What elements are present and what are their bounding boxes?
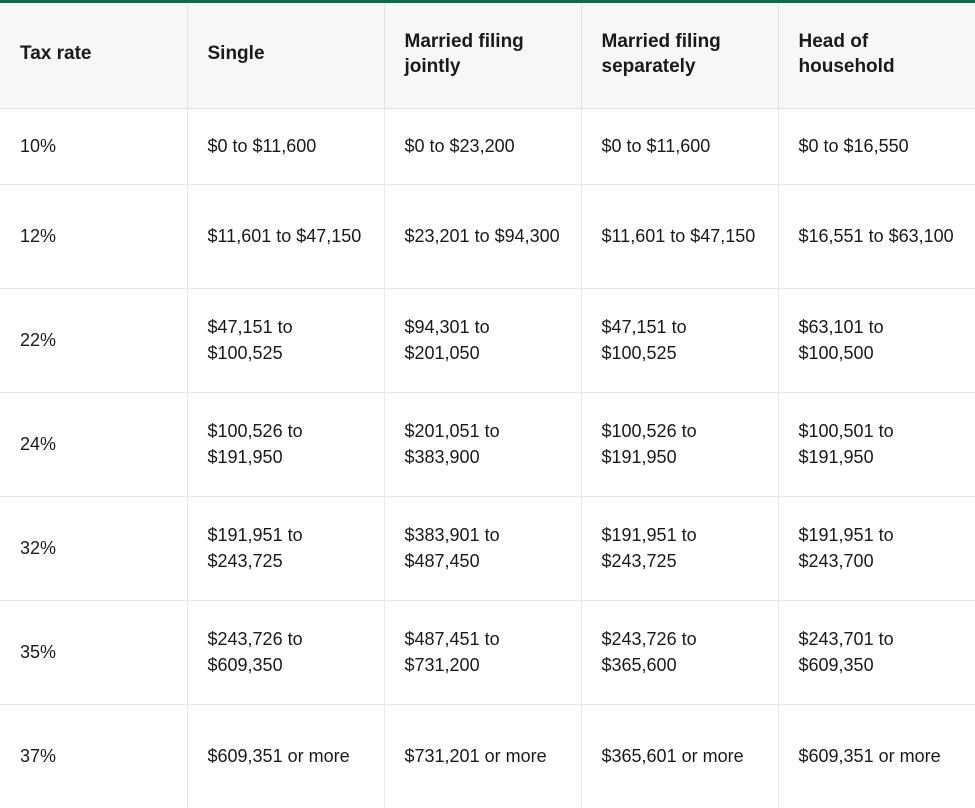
table-row [0, 704, 975, 808]
cell-married-jointly: $201,051 to $383,900 [384, 392, 581, 496]
table-row [0, 288, 975, 392]
tax-bracket-table [0, 3, 975, 808]
cell-single: $243,726 to $609,350 [187, 600, 384, 704]
cell-tax-rate: 32% [0, 496, 187, 600]
cell-tax-rate: 22% [0, 288, 187, 392]
cell-head-of-household: $100,501 to $191,950 [778, 392, 975, 496]
cell-head-of-household: $0 to $16,550 [778, 108, 975, 184]
cell-married-separately: $0 to $11,600 [581, 108, 778, 184]
cell-tax-rate: 37% [0, 704, 187, 808]
cell-married-jointly: $383,901 to $487,450 [384, 496, 581, 600]
cell-married-separately: $11,601 to $47,150 [581, 184, 778, 288]
cell-head-of-household: $609,351 or more [798, 746, 941, 767]
cell-single: $609,351 or more [187, 704, 384, 808]
cell-married-separately: $365,601 or more [581, 704, 778, 808]
cell-head-of-household: $63,101 to $100,500 [778, 288, 975, 392]
column-header-married-filing-separately: Married filing separately [581, 3, 778, 108]
column-header-tax-rate: Tax rate [0, 3, 187, 108]
cell-married-separately: $47,151 to $100,525 [581, 288, 778, 392]
cell-married-jointly: $23,201 to $94,300 [384, 184, 581, 288]
cell-married-separately: $191,951 to $243,725 [581, 496, 778, 600]
cell-married-jointly: $94,301 to $201,050 [384, 288, 581, 392]
cell-tax-rate: 12% [0, 184, 187, 288]
cell-tax-rate: 24% [0, 392, 187, 496]
cell-head-of-household: $191,951 to $243,700 [778, 496, 975, 600]
cell-single: $47,151 to $100,525 [187, 288, 384, 392]
table-header-row [0, 3, 975, 108]
cell-married-separately: $100,526 to $191,950 [581, 392, 778, 496]
cell-single: $11,601 to $47,150 [187, 184, 384, 288]
cell-married-separately: $243,726 to $365,600 [581, 600, 778, 704]
table-row [0, 392, 975, 496]
column-header-single: Single [187, 3, 384, 108]
column-header-married-filing-jointly: Married filing jointly [384, 3, 581, 108]
column-header-head-of-household: Head of household [778, 3, 975, 108]
table-row [0, 184, 975, 288]
table-header [0, 3, 975, 108]
cell-married-jointly: $487,451 to $731,200 [384, 600, 581, 704]
cell-single: $100,526 to $191,950 [187, 392, 384, 496]
table-row [0, 600, 975, 704]
table-body [0, 108, 975, 808]
cell-head-of-household: $16,551 to $63,100 [778, 184, 975, 288]
table-row [0, 108, 975, 184]
cell-head-of-household: $243,701 to $609,350 [778, 600, 975, 704]
cell-single: $0 to $11,600 [187, 108, 384, 184]
cell-tax-rate: 10% [0, 108, 187, 184]
table-row [0, 496, 975, 600]
cell-married-jointly: $731,201 or more [384, 704, 581, 808]
cell-single: $191,951 to $243,725 [187, 496, 384, 600]
cell-married-jointly: $0 to $23,200 [384, 108, 581, 184]
cell-tax-rate: 35% [0, 600, 187, 704]
